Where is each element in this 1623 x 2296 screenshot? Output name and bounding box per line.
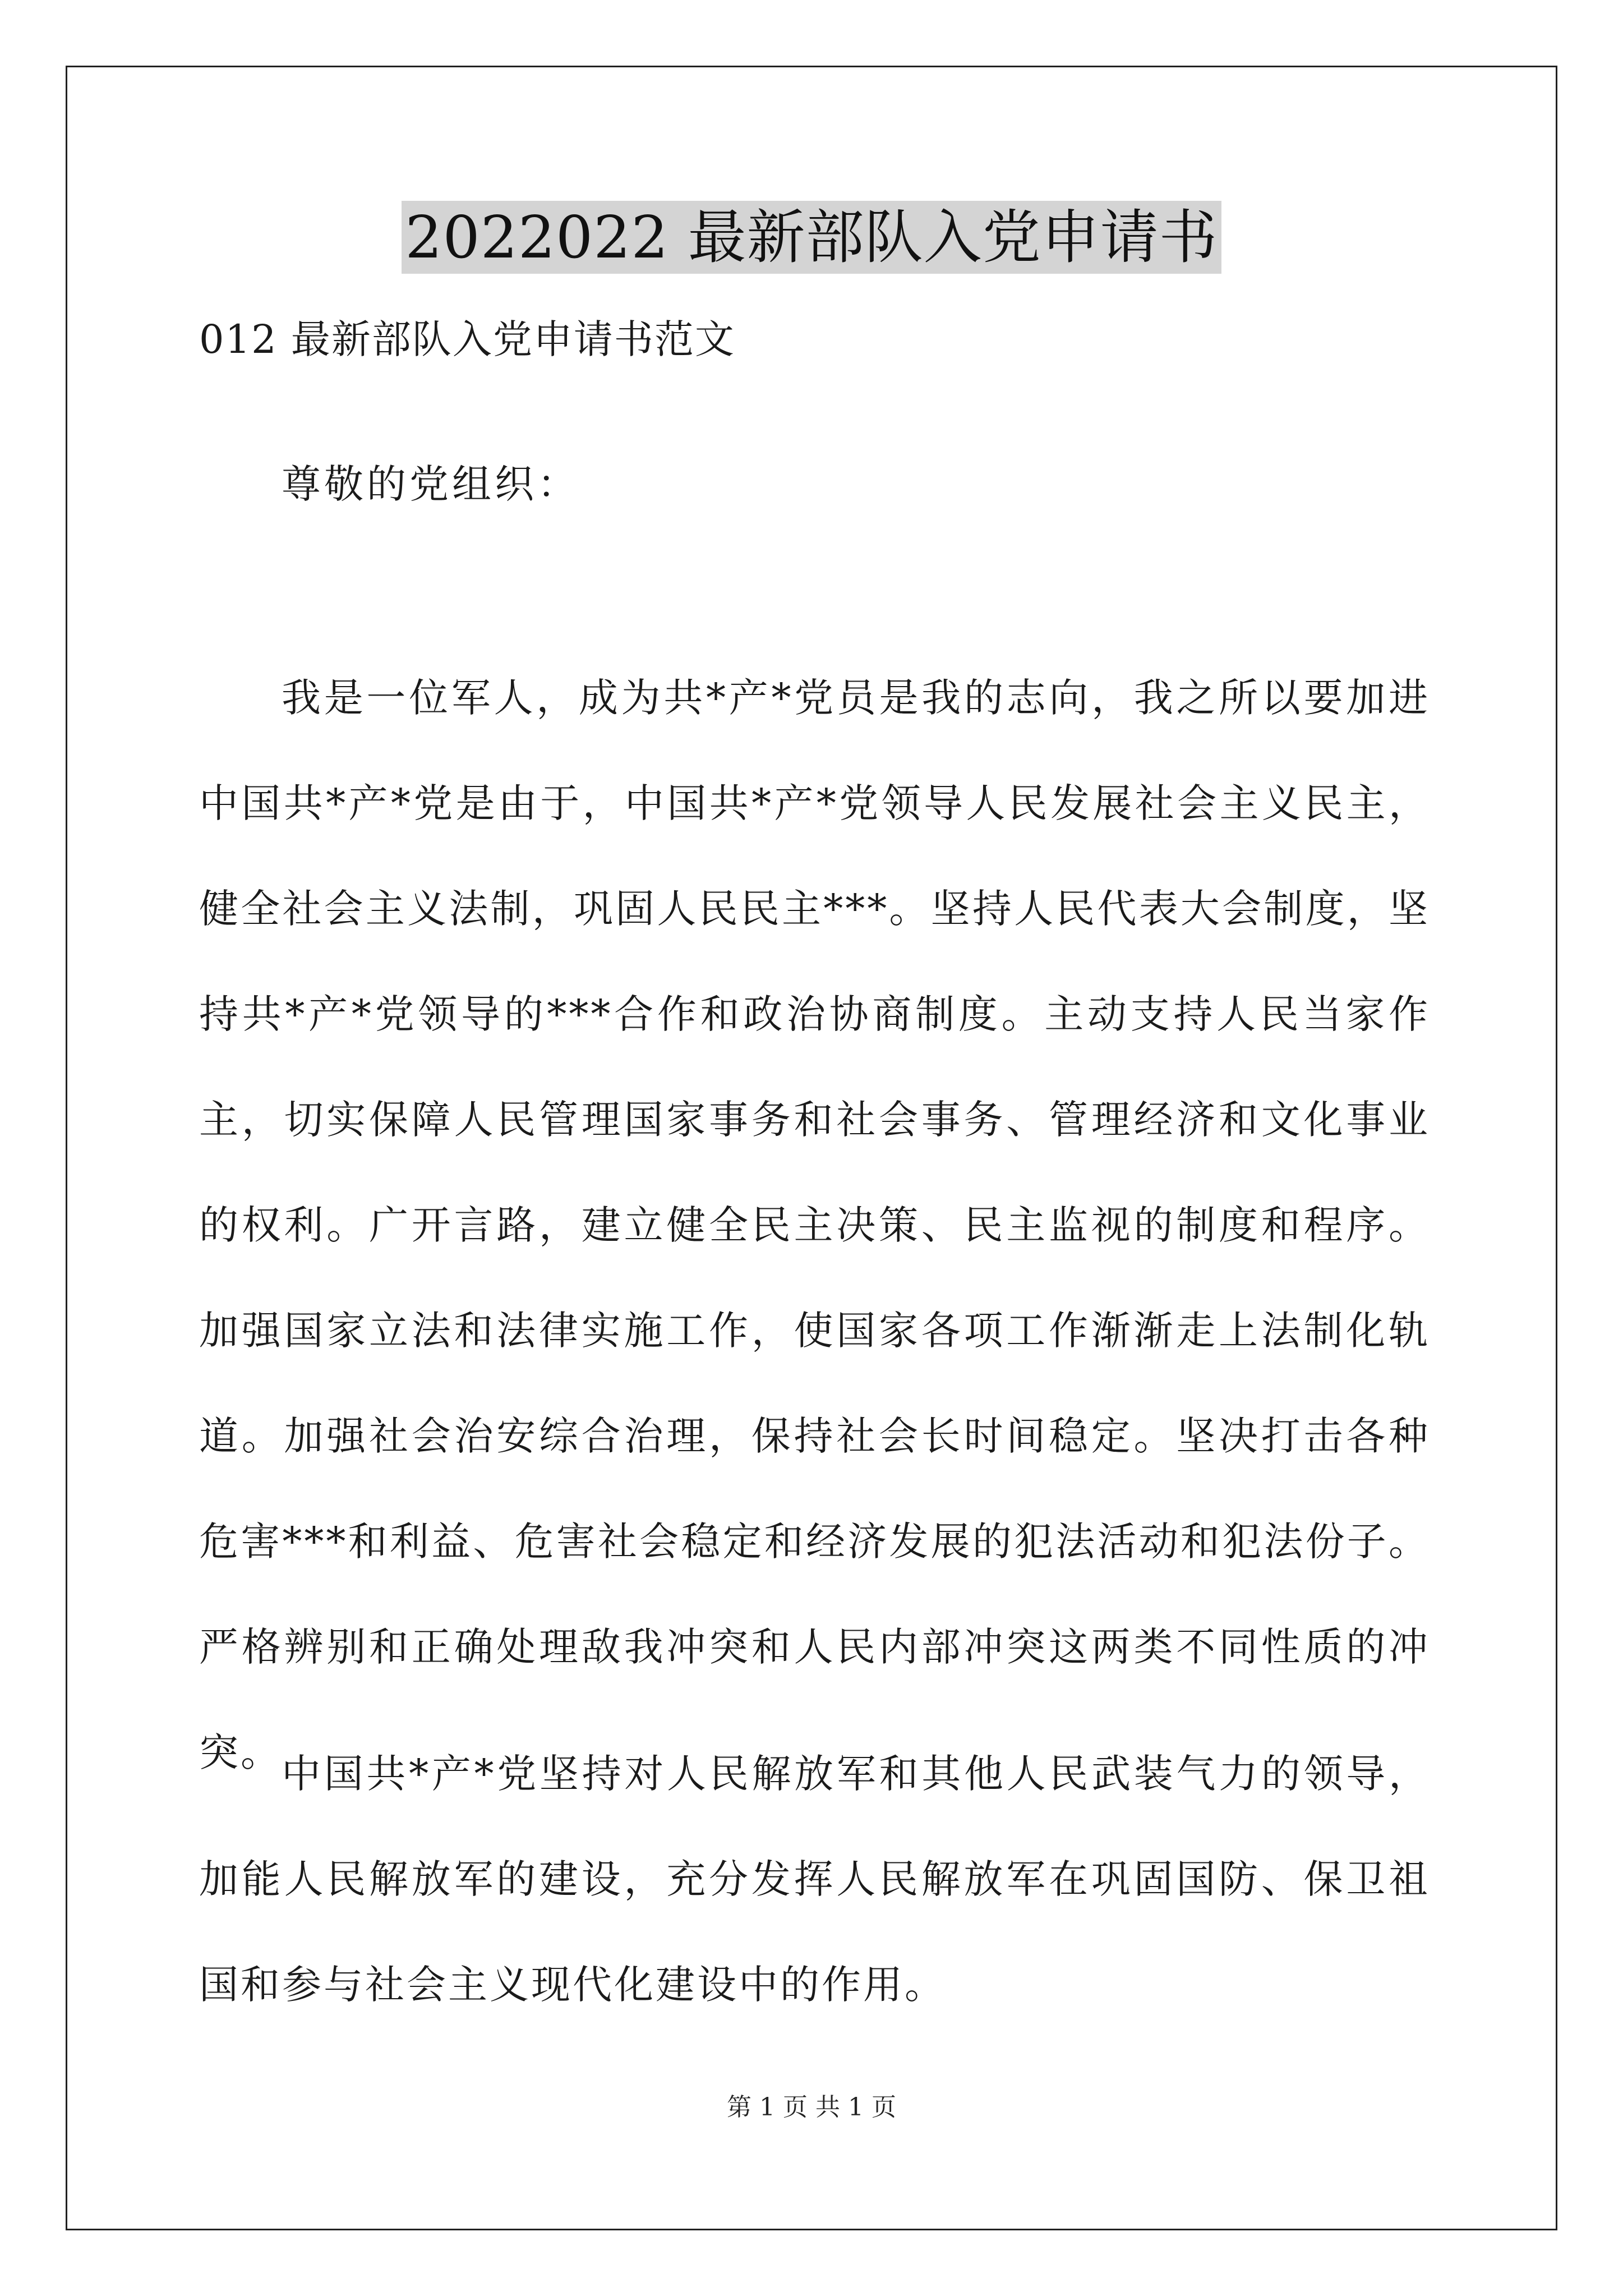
body-paragraph-2: 中国共*产*党坚持对人民解放军和其他人民武装气力的领导，加能人民解放军的建设，充分发挥人民解放军在巩固国防、保卫祖国和参与社会主义现代化建设中的作用。	[199, 1751, 1430, 2008]
page-number-footer: 第 1 页 共 1 页	[727, 2093, 896, 2122]
document-title: 2022022 最新部队入党申请书	[402, 201, 1221, 274]
title-container	[0, 201, 1623, 274]
document-subtitle: 012 最新部队入党申请书范文	[199, 316, 735, 362]
body-paragraph-1: 我是一位军人，成为共*产*党员是我的志向，我之所以要加进中国共*产*党是由于，中国共*产*党领导人民发展社会主义民主，健全社会主义法制，巩固人民民主***。坚持人民代表大会制度，坚持共*产*党领导的***合作和政治协商制度。主动支持人民当家作主，切实保障人民管理国家事务和社会事务、管理经济和文化事业的权利。广开言路，建立健全民主决策、民主监视的制度和程序。加强国家立法和法律实施工作，使国家各项工作渐渐走上法制化轨道。加强社会治安综合治理，保持社会长时间稳定。坚决打击各种危害***和利益、危害社会稳定和经济发展的犯法活动和犯法份子。严格辨别和正确处理敌我冲突和人民内部冲突这两类不同性质的冲突。	[199, 675, 1430, 1775]
salutation: 尊敬的党组织：	[282, 461, 580, 507]
